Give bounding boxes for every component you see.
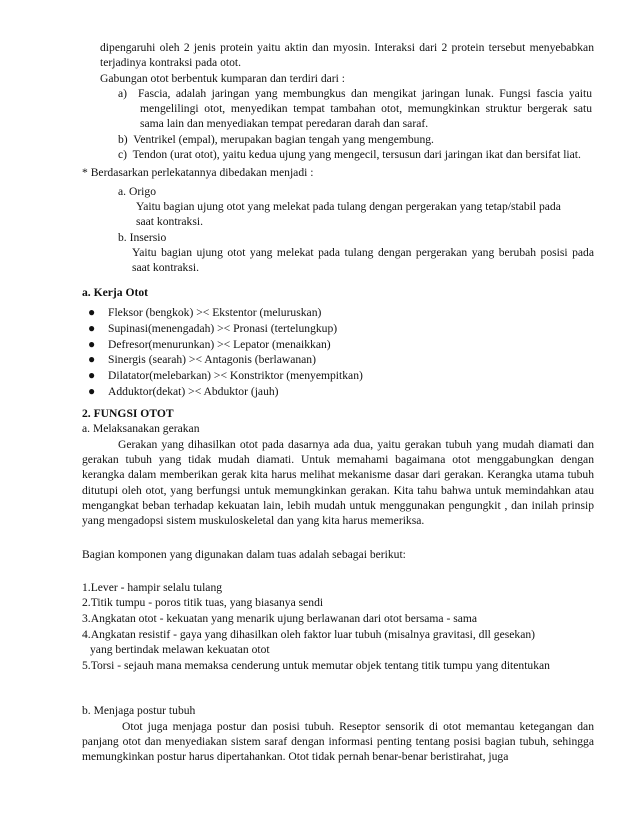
intro-paragraph: dipengaruhi oleh 2 jenis protein yaitu aktin dan myosin. Interaksi dari 2 protein tersebut menyebabkan terjadinya kontraksi pada otot. — [100, 41, 594, 70]
origo-text: Yaitu bagian ujung otot yang melekat pada tulang dengan pergerakan yang tetap/stabil pada saat kontraksi. — [136, 199, 561, 229]
bullet-icon: ● — [88, 336, 96, 351]
postur-subheading: b. Menjaga postur tubuh — [82, 704, 196, 718]
list-item: ● Fleksor (bengkok) >< Ekstentor (meluruskan) — [88, 304, 322, 319]
gerakan-paragraph: Gerakan yang dihasilkan otot pada dasarnya ada dua, yaitu gerakan tubuh yang mudah diamati dan gerakan tubuh yang tidak mudah diamati. Untuk memahami bagaimana otot menggabungkan dengan kerangka dalam memberikan gerak kita harus melihat mekanisme dasar dari gerakan. Kerangka utama tubuh ditutupi oleh otot, yang berfungsi untuk memungkinkan gerakan. Kita tahu bahwa untuk memindahkan atau mengangkat beban terhadap kekuatan lain, lebih mudah untuk menggunakan pengungkit , dan inilah prinsip yang mengadopsi sistem muskuloskeletal dan yang kita harus memeriksa. — [82, 437, 594, 528]
postur-paragraph: Otot juga menjaga postur dan posisi tubuh. Reseptor sensorik di otot memantau ketegangan dan panjang otot dan menyediakan sistem saraf dengan informasi penting tentang posisi bagian tubuh, sehingga memungkinkan postur harus dipertahankan. Otot tidak pernah benar-benar beristirahat, juga — [82, 719, 594, 764]
item-text: Fascia, adalah jaringan yang membungkus dan mengikat jaringan lunak. Fungsi fascia yaitu mengelilingi otot, menyedikan tempat tambahan otot, memungkinkan struktur bergerak satu sama lain dan menyediakan tempat peredaran darah dan saraf. — [137, 86, 593, 131]
list-item — [118, 132, 592, 147]
list-item: 1.Lever - hampir selalu tulang — [82, 580, 223, 594]
list-item: 2.Titik tumpu - poros titik tuas, yang biasanya sendi — [82, 596, 324, 610]
bullet-icon: ● — [88, 304, 96, 319]
insersio-label: b. Insersio — [118, 230, 167, 244]
item-text: Tendon (urat otot), yaitu kedua ujung yang mengecil, tersusun dari jaringan ikat dan bersifat liat. — [132, 148, 581, 162]
document-page — [82, 40, 594, 765]
fungsi-otot-heading: 2. FUNGSI OTOT — [82, 407, 174, 421]
list-item: 5.Torsi - sejauh mana memaksa cenderung untuk memutar objek tentang titik tumpu yang ditentukan — [82, 658, 550, 672]
list-item: ● Sinergis (searah) >< Antagonis (berlawanan) — [88, 352, 316, 367]
perlekatan-heading: * Berdasarkan perlekatannya dibedakan menjadi : — [82, 166, 314, 180]
intro-block — [82, 40, 594, 86]
list-item — [118, 147, 592, 162]
komponen-list — [82, 580, 594, 674]
origo-label: a. Origo — [118, 184, 156, 198]
bullet-icon: ● — [88, 368, 96, 383]
list-item: ● Adduktor(dekat) >< Abduktor (jauh) — [88, 384, 279, 399]
item-label: c) — [118, 148, 128, 162]
item-label: b) — [118, 132, 128, 146]
gerakan-subheading: a. Melaksanakan gerakan — [82, 422, 200, 436]
kerja-otot-list — [82, 305, 594, 400]
list-item: 3.Angkatan otot - kekuatan yang menarik ujung berlawanan dari otot bersama - sama — [82, 612, 478, 626]
kumparan-line: Gabungan otot berbentuk kumparan dan terdiri dari : — [100, 71, 346, 85]
item-label: a) — [118, 86, 128, 100]
bullet-icon: ● — [88, 320, 96, 335]
list-item — [118, 86, 592, 132]
origo-block — [82, 184, 594, 276]
bullet-icon: ● — [88, 352, 96, 367]
kerja-otot-heading: a. Kerja Otot — [82, 286, 148, 300]
list-item-continued: yang bertindak melawan kekuatan otot — [90, 643, 270, 657]
item-text: Ventrikel (empal), merupakan bagian tengah yang mengembung. — [133, 132, 434, 146]
insersio-text: Yaitu bagian ujung otot yang melekat pada tulang dengan pergerakan yang berubah posisi pada saat kontraksi. — [132, 245, 594, 275]
list-item: ● Defresor(menurunkan) >< Lepator (menaikkan) — [88, 336, 331, 351]
list-item: ● Dilatator(melebarkan) >< Konstriktor (menyempitkan) — [88, 368, 363, 383]
bullet-icon: ● — [88, 384, 96, 399]
list-item: ● Supinasi(menengadah) >< Pronasi (tertelungkup) — [88, 320, 338, 335]
komponen-intro: Bagian komponen yang digunakan dalam tuas adalah sebagai berikut: — [82, 547, 406, 561]
otot-parts-list — [82, 86, 594, 162]
list-item: 4.Angkatan resistif - gaya yang dihasilkan oleh faktor luar tubuh (misalnya gravitasi, dll gesekan) — [82, 627, 535, 641]
